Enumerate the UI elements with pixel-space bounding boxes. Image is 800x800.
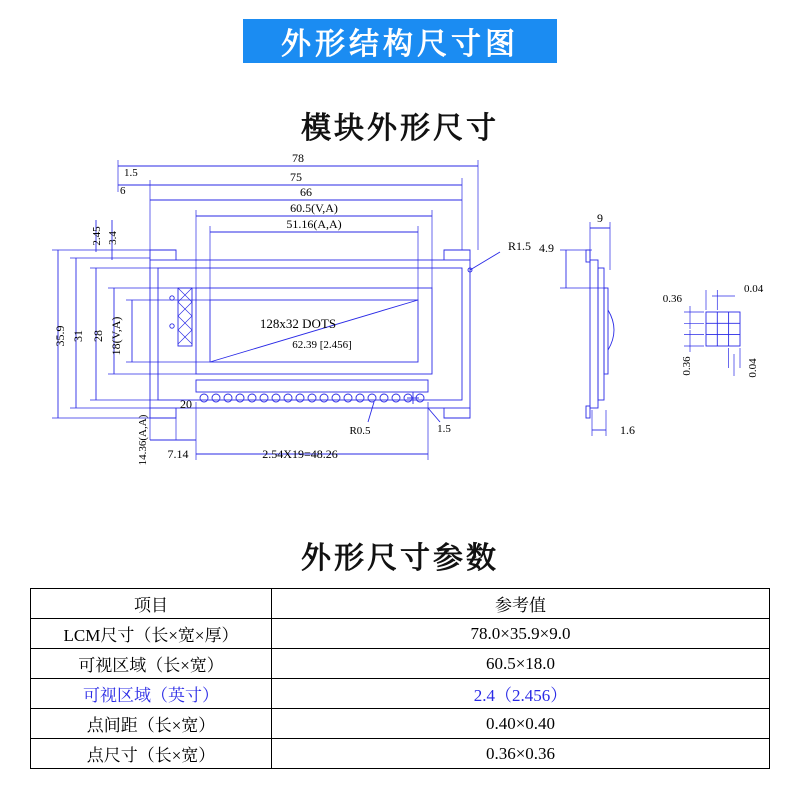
table-header-value: 参考值 — [272, 589, 770, 619]
dim-pitch: 2.54X19=48.26 — [262, 447, 338, 461]
row-value: 0.40×0.40 — [272, 709, 770, 739]
dim-0-04-bottom: 0.04 — [747, 358, 759, 378]
table-row — [31, 739, 770, 769]
dim-1-5-top: 1.5 — [124, 167, 138, 179]
dim-14-36: 14.36(A,A) — [137, 414, 149, 466]
dim-7-14: 7.14 — [167, 447, 189, 461]
dim-28: 28 — [91, 330, 105, 342]
row-value: 78.0×35.9×9.0 — [272, 619, 770, 649]
dim-1-5-bottom: 1.5 — [437, 423, 451, 435]
section-title-params: 外形尺寸参数 — [301, 541, 499, 576]
dim-9: 9 — [597, 211, 603, 225]
row-item: 点间距（长×宽） — [31, 709, 272, 739]
dim-35-9: 35.9 — [53, 325, 67, 347]
dim-3-4: 3.4 — [107, 231, 119, 245]
dim-diagonal: 62.39 [2.456] — [292, 339, 352, 351]
section-title-module: 模块外形尺寸 — [301, 111, 499, 146]
dim-18: 18(V,A) — [109, 316, 123, 356]
dim-31: 31 — [71, 330, 85, 342]
dim-51-16: 51.16(A,A) — [286, 217, 342, 231]
row-item: LCM尺寸（长×宽×厚） — [31, 619, 272, 649]
row-item: 可视区域（英寸） — [31, 679, 272, 709]
table-header-item: 项目 — [31, 589, 272, 619]
table-row — [31, 649, 770, 679]
mechanical-drawing — [0, 140, 800, 500]
dim-75: 75 — [290, 170, 302, 184]
dim-r1-5: R1.5 — [508, 239, 532, 253]
dim-r0-5: R0.5 — [349, 425, 371, 437]
dim-4-9: 4.9 — [539, 241, 554, 255]
dim-60-5: 60.5(V,A) — [290, 201, 338, 215]
table-row — [31, 679, 770, 709]
row-value: 2.4（2.456） — [272, 679, 770, 709]
dim-0-04-right: 0.04 — [744, 283, 764, 295]
table-row — [31, 619, 770, 649]
dim-78: 78 — [292, 151, 304, 165]
row-value: 60.5×18.0 — [272, 649, 770, 679]
dim-6: 6 — [120, 185, 126, 197]
dim-66: 66 — [300, 185, 312, 199]
page-title-badge: 外形结构尺寸图 — [243, 19, 557, 63]
table-header-row — [31, 589, 770, 619]
table-row — [31, 709, 770, 739]
row-item: 点尺寸（长×宽） — [31, 739, 272, 769]
dim-20: 20 — [180, 397, 192, 411]
row-value: 0.36×0.36 — [272, 739, 770, 769]
dim-2-45: 2.45 — [91, 226, 103, 246]
params-table — [30, 588, 770, 769]
dim-0-36-bottom: 0.36 — [681, 356, 693, 376]
dim-1-6: 1.6 — [620, 423, 635, 437]
row-item: 可视区域（长×宽） — [31, 649, 272, 679]
screen-label: 128x32 DOTS — [259, 316, 337, 331]
dim-0-36-left: 0.36 — [662, 293, 682, 305]
drawing-svg — [0, 140, 800, 500]
